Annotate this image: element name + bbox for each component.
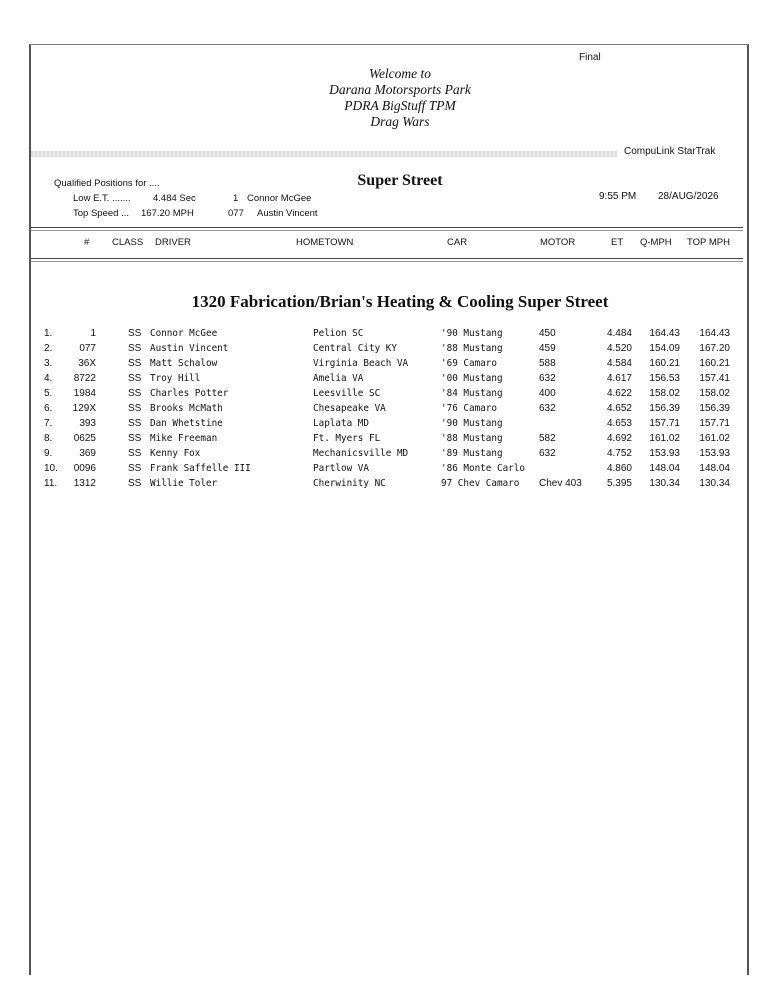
col-header-class: CLASS bbox=[112, 237, 144, 248]
table-row bbox=[0, 476, 768, 491]
cell-top-mph: 157.41 bbox=[699, 373, 730, 384]
header-rule-bottom bbox=[31, 258, 743, 262]
table-row bbox=[0, 446, 768, 461]
cell-car-number: 1 bbox=[90, 328, 96, 339]
low-et-driver: Connor McGee bbox=[247, 193, 312, 204]
separator-band bbox=[31, 151, 617, 157]
cell-position: 5. bbox=[44, 388, 53, 399]
cell-motor: 632 bbox=[539, 373, 556, 384]
cell-car: '76 Camaro bbox=[441, 403, 497, 414]
cell-et: 4.652 bbox=[606, 403, 632, 414]
cell-motor: 459 bbox=[539, 343, 556, 354]
cell-car: '00 Mustang bbox=[441, 373, 503, 384]
cell-hometown: Mechanicsville MD bbox=[313, 448, 409, 459]
table-row bbox=[0, 431, 768, 446]
table-row bbox=[0, 326, 768, 341]
cell-car: '88 Mustang bbox=[441, 433, 503, 444]
cell-et: 4.617 bbox=[606, 373, 632, 384]
top-speed-car: 077 bbox=[228, 208, 244, 219]
table-row bbox=[0, 371, 768, 386]
cell-class: SS bbox=[128, 463, 142, 474]
cell-driver: Mike Freeman bbox=[150, 433, 218, 444]
cell-driver: Brooks McMath bbox=[150, 403, 223, 414]
cell-driver: Willie Toler bbox=[150, 478, 218, 489]
cell-qmph: 148.04 bbox=[649, 463, 680, 474]
table-row bbox=[0, 386, 768, 401]
cell-motor: 450 bbox=[539, 328, 556, 339]
cell-car-number: 0096 bbox=[73, 463, 96, 474]
cell-car-number: 129X bbox=[72, 403, 96, 414]
cell-hometown: Central City KY bbox=[313, 343, 397, 354]
event-title: 1320 Fabrication/Brian's Heating & Cooling Super Street bbox=[191, 292, 609, 311]
top-speed-value: 167.20 MPH bbox=[141, 208, 194, 219]
cell-class: SS bbox=[128, 403, 142, 414]
cell-hometown: Partlow VA bbox=[313, 463, 369, 474]
col-header-hometown: HOMETOWN bbox=[296, 237, 354, 248]
top-speed-driver: Austin Vincent bbox=[257, 208, 318, 219]
col-header-qmph: Q-MPH bbox=[640, 237, 672, 248]
cell-qmph: 154.09 bbox=[649, 343, 680, 354]
cell-car-number: 077 bbox=[79, 343, 96, 354]
cell-qmph: 156.53 bbox=[649, 373, 680, 384]
report-date: 28/AUG/2026 bbox=[658, 191, 719, 202]
cell-et: 4.520 bbox=[606, 343, 632, 354]
cell-driver: Austin Vincent bbox=[150, 343, 229, 354]
table-row bbox=[0, 401, 768, 416]
cell-top-mph: 130.34 bbox=[699, 478, 730, 489]
cell-position: 11. bbox=[44, 478, 58, 489]
cell-top-mph: 161.02 bbox=[699, 433, 730, 444]
qualified-label: Qualified Positions for .... bbox=[54, 178, 160, 189]
col-header-et: ET bbox=[611, 237, 624, 248]
cell-qmph: 157.71 bbox=[649, 418, 680, 429]
col-header-number: # bbox=[84, 237, 90, 248]
cell-et: 5.395 bbox=[606, 478, 632, 489]
cell-class: SS bbox=[128, 343, 142, 354]
cell-car: '84 Mustang bbox=[441, 388, 503, 399]
cell-et: 4.484 bbox=[606, 328, 632, 339]
cell-top-mph: 164.43 bbox=[699, 328, 730, 339]
table-row bbox=[0, 356, 768, 371]
cell-car: '89 Mustang bbox=[441, 448, 503, 459]
cell-et: 4.622 bbox=[606, 388, 632, 399]
status-label: Final bbox=[579, 52, 601, 63]
cell-motor: 632 bbox=[539, 448, 556, 459]
cell-top-mph: 156.39 bbox=[699, 403, 730, 414]
cell-qmph: 156.39 bbox=[649, 403, 680, 414]
cell-hometown: Laplata MD bbox=[313, 418, 369, 429]
cell-class: SS bbox=[128, 448, 142, 459]
table-row bbox=[0, 461, 768, 476]
cell-car-number: 0625 bbox=[73, 433, 96, 444]
cell-top-mph: 158.02 bbox=[699, 388, 730, 399]
cell-et: 4.860 bbox=[606, 463, 632, 474]
cell-car: 97 Chev Camaro bbox=[441, 478, 520, 489]
cell-et: 4.752 bbox=[606, 448, 632, 459]
cell-motor: Chev 403 bbox=[539, 478, 582, 489]
cell-top-mph: 157.71 bbox=[699, 418, 730, 429]
cell-class: SS bbox=[128, 478, 142, 489]
cell-car-number: 393 bbox=[79, 418, 96, 429]
cell-motor: 632 bbox=[539, 403, 556, 414]
cell-driver: Troy Hill bbox=[150, 373, 201, 384]
cell-car: '90 Mustang bbox=[441, 418, 503, 429]
cell-position: 7. bbox=[44, 418, 53, 429]
series-name: PDRA BigStuff TPM bbox=[344, 98, 456, 113]
col-header-top-mph: TOP MPH bbox=[687, 237, 730, 248]
cell-top-mph: 160.21 bbox=[699, 358, 730, 369]
cell-position: 10. bbox=[44, 463, 58, 474]
cell-top-mph: 148.04 bbox=[699, 463, 730, 474]
cell-car: '69 Camaro bbox=[441, 358, 497, 369]
cell-class: SS bbox=[128, 358, 142, 369]
cell-car: '90 Mustang bbox=[441, 328, 503, 339]
cell-driver: Charles Potter bbox=[150, 388, 229, 399]
cell-qmph: 164.43 bbox=[649, 328, 680, 339]
welcome-block bbox=[300, 66, 500, 130]
cell-hometown: Cherwinity NC bbox=[313, 478, 386, 489]
table-row bbox=[0, 341, 768, 356]
cell-car-number: 1984 bbox=[73, 388, 96, 399]
cell-car-number: 8722 bbox=[73, 373, 96, 384]
class-title: Super Street bbox=[357, 172, 443, 189]
cell-position: 1. bbox=[44, 328, 53, 339]
cell-qmph: 158.02 bbox=[649, 388, 680, 399]
cell-car-number: 1312 bbox=[73, 478, 96, 489]
cell-class: SS bbox=[128, 328, 142, 339]
cell-hometown: Leesville SC bbox=[313, 388, 381, 399]
cell-qmph: 130.34 bbox=[649, 478, 680, 489]
low-et-label: Low E.T. ....... bbox=[73, 193, 131, 204]
cell-motor: 400 bbox=[539, 388, 556, 399]
cell-driver: Frank Saffelle III bbox=[150, 463, 251, 474]
cell-top-mph: 167.20 bbox=[699, 343, 730, 354]
cell-driver: Connor McGee bbox=[150, 328, 218, 339]
track-name: Darana Motorsports Park bbox=[329, 82, 471, 97]
low-et-car: 1 bbox=[233, 193, 239, 204]
cell-class: SS bbox=[128, 373, 142, 384]
cell-et: 4.653 bbox=[606, 418, 632, 429]
col-header-motor: MOTOR bbox=[540, 237, 576, 248]
cell-position: 3. bbox=[44, 358, 53, 369]
cell-motor: 588 bbox=[539, 358, 556, 369]
cell-qmph: 153.93 bbox=[649, 448, 680, 459]
cell-position: 9. bbox=[44, 448, 53, 459]
cell-class: SS bbox=[128, 388, 142, 399]
cell-et: 4.584 bbox=[606, 358, 632, 369]
cell-hometown: Chesapeake VA bbox=[313, 403, 386, 414]
cell-class: SS bbox=[128, 433, 142, 444]
cell-hometown: Virginia Beach VA bbox=[313, 358, 409, 369]
col-header-driver: DRIVER bbox=[155, 237, 191, 248]
cell-et: 4.692 bbox=[606, 433, 632, 444]
cell-hometown: Ft. Myers FL bbox=[313, 433, 381, 444]
cell-position: 2. bbox=[44, 343, 53, 354]
cell-top-mph: 153.93 bbox=[699, 448, 730, 459]
cell-car-number: 369 bbox=[79, 448, 96, 459]
cell-motor: 582 bbox=[539, 433, 556, 444]
cell-qmph: 160.21 bbox=[649, 358, 680, 369]
cell-position: 8. bbox=[44, 433, 53, 444]
cell-driver: Kenny Fox bbox=[150, 448, 201, 459]
event-name: Drag Wars bbox=[370, 114, 430, 129]
cell-position: 6. bbox=[44, 403, 53, 414]
cell-car: '86 Monte Carlo bbox=[441, 463, 525, 474]
cell-qmph: 161.02 bbox=[649, 433, 680, 444]
cell-driver: Matt Schalow bbox=[150, 358, 218, 369]
cell-position: 4. bbox=[44, 373, 53, 384]
table-row bbox=[0, 416, 768, 431]
low-et-value: 4.484 Sec bbox=[153, 193, 196, 204]
cell-car-number: 36X bbox=[78, 358, 96, 369]
report-time: 9:55 PM bbox=[599, 191, 637, 202]
col-header-car: CAR bbox=[447, 237, 468, 248]
header-rule-top bbox=[31, 227, 743, 231]
cell-hometown: Amelia VA bbox=[313, 373, 364, 384]
top-speed-label: Top Speed ... bbox=[73, 208, 129, 219]
cell-driver: Dan Whetstine bbox=[150, 418, 223, 429]
cell-class: SS bbox=[128, 418, 142, 429]
welcome-line: Welcome to bbox=[368, 66, 432, 81]
system-label: CompuLink StarTrak bbox=[624, 146, 716, 157]
cell-hometown: Pelion SC bbox=[313, 328, 364, 339]
cell-car: '88 Mustang bbox=[441, 343, 503, 354]
